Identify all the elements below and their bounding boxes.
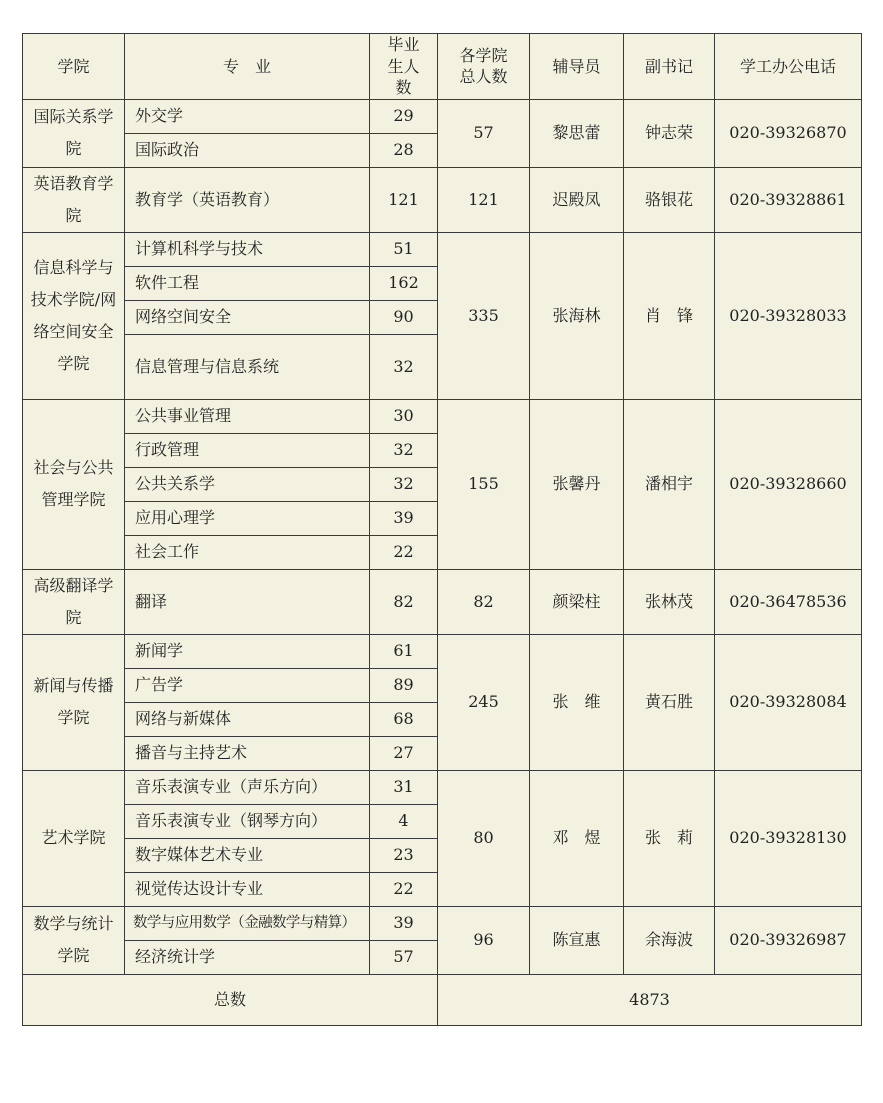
major-count: 27 bbox=[370, 736, 438, 770]
college-name: 艺术学院 bbox=[23, 770, 125, 906]
counselor-name: 颜梁柱 bbox=[530, 569, 624, 634]
counselor-name: 陈宣惠 bbox=[530, 906, 624, 974]
office-phone: 020-39328130 bbox=[715, 770, 862, 906]
header-secretary: 副书记 bbox=[624, 34, 715, 100]
secretary-name: 余海波 bbox=[624, 906, 715, 974]
major-name: 音乐表演专业（钢琴方向） bbox=[125, 804, 370, 838]
major-name: 广告学 bbox=[125, 668, 370, 702]
major-name: 数学与应用数学（金融数学与精算） bbox=[125, 906, 370, 940]
header-major: 专 业 bbox=[125, 34, 370, 100]
major-count: 57 bbox=[370, 940, 438, 974]
secretary-name: 骆银花 bbox=[624, 167, 715, 232]
header-total: 各学院总人数 bbox=[438, 34, 530, 100]
major-name: 国际政治 bbox=[125, 133, 370, 167]
college-name: 新闻与传播学院 bbox=[23, 634, 125, 770]
secretary-name: 张林茂 bbox=[624, 569, 715, 634]
office-phone: 020-36478536 bbox=[715, 569, 862, 634]
secretary-name: 肖 锋 bbox=[624, 232, 715, 399]
major-count: 61 bbox=[370, 634, 438, 668]
major-name: 翻译 bbox=[125, 569, 370, 634]
major-name: 数字媒体艺术专业 bbox=[125, 838, 370, 872]
total-row bbox=[23, 974, 862, 1025]
major-count: 82 bbox=[370, 569, 438, 634]
major-name: 教育学（英语教育） bbox=[125, 167, 370, 232]
major-name: 网络空间安全 bbox=[125, 300, 370, 334]
secretary-name: 黄石胜 bbox=[624, 634, 715, 770]
secretary-name: 钟志荣 bbox=[624, 99, 715, 167]
college-total: 82 bbox=[438, 569, 530, 634]
table-body bbox=[23, 99, 862, 1025]
major-name: 社会工作 bbox=[125, 535, 370, 569]
college-name: 高级翻译学院 bbox=[23, 569, 125, 634]
major-name: 公共事业管理 bbox=[125, 399, 370, 433]
major-name: 信息管理与信息系统 bbox=[125, 334, 370, 399]
college-total: 57 bbox=[438, 99, 530, 167]
major-name: 网络与新媒体 bbox=[125, 702, 370, 736]
college-name: 英语教育学院 bbox=[23, 167, 125, 232]
counselor-name: 张海林 bbox=[530, 232, 624, 399]
header-phone: 学工办公电话 bbox=[715, 34, 862, 100]
major-count: 29 bbox=[370, 99, 438, 133]
major-count: 32 bbox=[370, 467, 438, 501]
college-total: 80 bbox=[438, 770, 530, 906]
office-phone: 020-39328033 bbox=[715, 232, 862, 399]
college-name: 国际关系学院 bbox=[23, 99, 125, 167]
counselor-name: 张 维 bbox=[530, 634, 624, 770]
table-row bbox=[23, 232, 862, 266]
major-count: 51 bbox=[370, 232, 438, 266]
major-name: 软件工程 bbox=[125, 266, 370, 300]
office-phone: 020-39326987 bbox=[715, 906, 862, 974]
college-total: 245 bbox=[438, 634, 530, 770]
major-count: 121 bbox=[370, 167, 438, 232]
major-name: 外交学 bbox=[125, 99, 370, 133]
major-name: 新闻学 bbox=[125, 634, 370, 668]
major-count: 32 bbox=[370, 334, 438, 399]
major-name: 计算机科学与技术 bbox=[125, 232, 370, 266]
college-name: 信息科学与技术学院/网络空间安全学院 bbox=[23, 232, 125, 399]
major-count: 30 bbox=[370, 399, 438, 433]
table-row bbox=[23, 99, 862, 133]
major-name: 视觉传达设计专业 bbox=[125, 872, 370, 906]
major-count: 23 bbox=[370, 838, 438, 872]
major-count: 31 bbox=[370, 770, 438, 804]
college-total: 335 bbox=[438, 232, 530, 399]
secretary-name: 潘相宇 bbox=[624, 399, 715, 569]
major-count: 4 bbox=[370, 804, 438, 838]
total-label: 总数 bbox=[23, 974, 438, 1025]
major-count: 22 bbox=[370, 535, 438, 569]
major-name: 公共关系学 bbox=[125, 467, 370, 501]
major-name: 音乐表演专业（声乐方向） bbox=[125, 770, 370, 804]
college-name: 社会与公共管理学院 bbox=[23, 399, 125, 569]
major-count: 89 bbox=[370, 668, 438, 702]
header-row bbox=[23, 34, 862, 100]
college-total: 121 bbox=[438, 167, 530, 232]
table-row bbox=[23, 906, 862, 940]
counselor-name: 张馨丹 bbox=[530, 399, 624, 569]
graduate-table bbox=[22, 33, 862, 1026]
office-phone: 020-39328084 bbox=[715, 634, 862, 770]
counselor-name: 黎思蕾 bbox=[530, 99, 624, 167]
secretary-name: 张 莉 bbox=[624, 770, 715, 906]
major-count: 39 bbox=[370, 501, 438, 535]
major-name: 行政管理 bbox=[125, 433, 370, 467]
table-row bbox=[23, 399, 862, 433]
major-count: 22 bbox=[370, 872, 438, 906]
total-value: 4873 bbox=[438, 974, 862, 1025]
major-name: 应用心理学 bbox=[125, 501, 370, 535]
header-counselor: 辅导员 bbox=[530, 34, 624, 100]
table-row bbox=[23, 569, 862, 634]
major-count: 32 bbox=[370, 433, 438, 467]
counselor-name: 迟殿凤 bbox=[530, 167, 624, 232]
graduate-table-container bbox=[22, 33, 861, 1026]
major-name: 播音与主持艺术 bbox=[125, 736, 370, 770]
header-grads: 毕业生人数 bbox=[370, 34, 438, 100]
major-count: 28 bbox=[370, 133, 438, 167]
counselor-name: 邓 煜 bbox=[530, 770, 624, 906]
office-phone: 020-39328660 bbox=[715, 399, 862, 569]
table-row bbox=[23, 634, 862, 668]
major-count: 39 bbox=[370, 906, 438, 940]
major-count: 68 bbox=[370, 702, 438, 736]
office-phone: 020-39328861 bbox=[715, 167, 862, 232]
table-row bbox=[23, 167, 862, 232]
table-row bbox=[23, 770, 862, 804]
major-count: 162 bbox=[370, 266, 438, 300]
college-name: 数学与统计学院 bbox=[23, 906, 125, 974]
office-phone: 020-39326870 bbox=[715, 99, 862, 167]
header-college: 学院 bbox=[23, 34, 125, 100]
major-count: 90 bbox=[370, 300, 438, 334]
major-name: 经济统计学 bbox=[125, 940, 370, 974]
college-total: 96 bbox=[438, 906, 530, 974]
college-total: 155 bbox=[438, 399, 530, 569]
